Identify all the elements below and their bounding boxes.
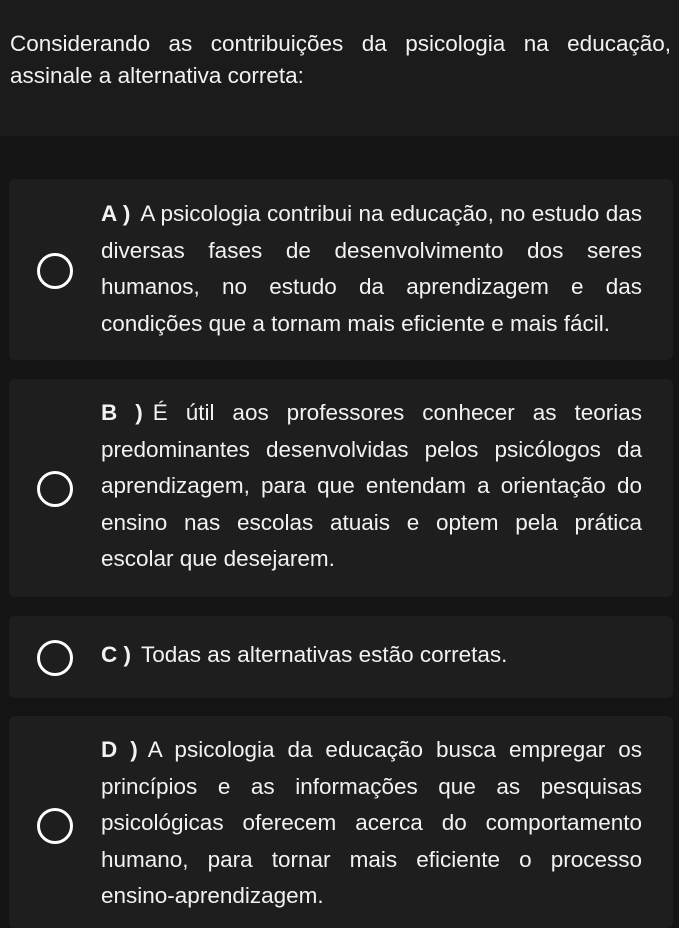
option-d-letter: D ): [101, 737, 138, 762]
option-a-letter: A ): [101, 201, 131, 226]
option-a-text-block: [101, 196, 642, 342]
option-d-text: A psicologia da educação busca empregar os princípios e as informações que as pesquisas psicológicas oferecem acerca do comportamento humano, para tornar mais eficiente o processo ensino-aprendizagem.: [101, 737, 642, 908]
option-c-letter: C ): [101, 642, 131, 667]
radio-option-a[interactable]: [37, 253, 73, 289]
radio-option-b[interactable]: [37, 471, 73, 507]
option-b-letter: B ): [101, 400, 143, 425]
option-c[interactable]: [9, 616, 673, 698]
option-d[interactable]: [9, 716, 673, 928]
option-a[interactable]: [9, 179, 673, 360]
option-b-text-block: [101, 395, 642, 578]
option-a-text: A psicologia contribui na educação, no estudo das diversas fases de desenvolvimento dos seres humanos, no estudo da aprendizagem e das condições que a tornam mais eficiente e mais fácil.: [101, 201, 642, 336]
option-c-text: Todas as alternativas estão corretas.: [141, 642, 508, 667]
radio-option-d[interactable]: [37, 808, 73, 844]
option-c-text-block: [101, 637, 642, 674]
option-d-text-block: [101, 732, 642, 915]
option-b-text: É útil aos professores conhecer as teorias predominantes desenvolvidas pelos psicólogos da aprendizagem, para que entendam a orientação do ensino nas escolas atuais e optem pela prática escolar que desejarem.: [101, 400, 642, 571]
question-panel: [0, 0, 679, 136]
question-text: Considerando as contribuições da psicologia na educação, assinale a alternativa correta:: [10, 31, 671, 88]
option-b[interactable]: [9, 379, 673, 597]
radio-option-c[interactable]: [37, 640, 73, 676]
